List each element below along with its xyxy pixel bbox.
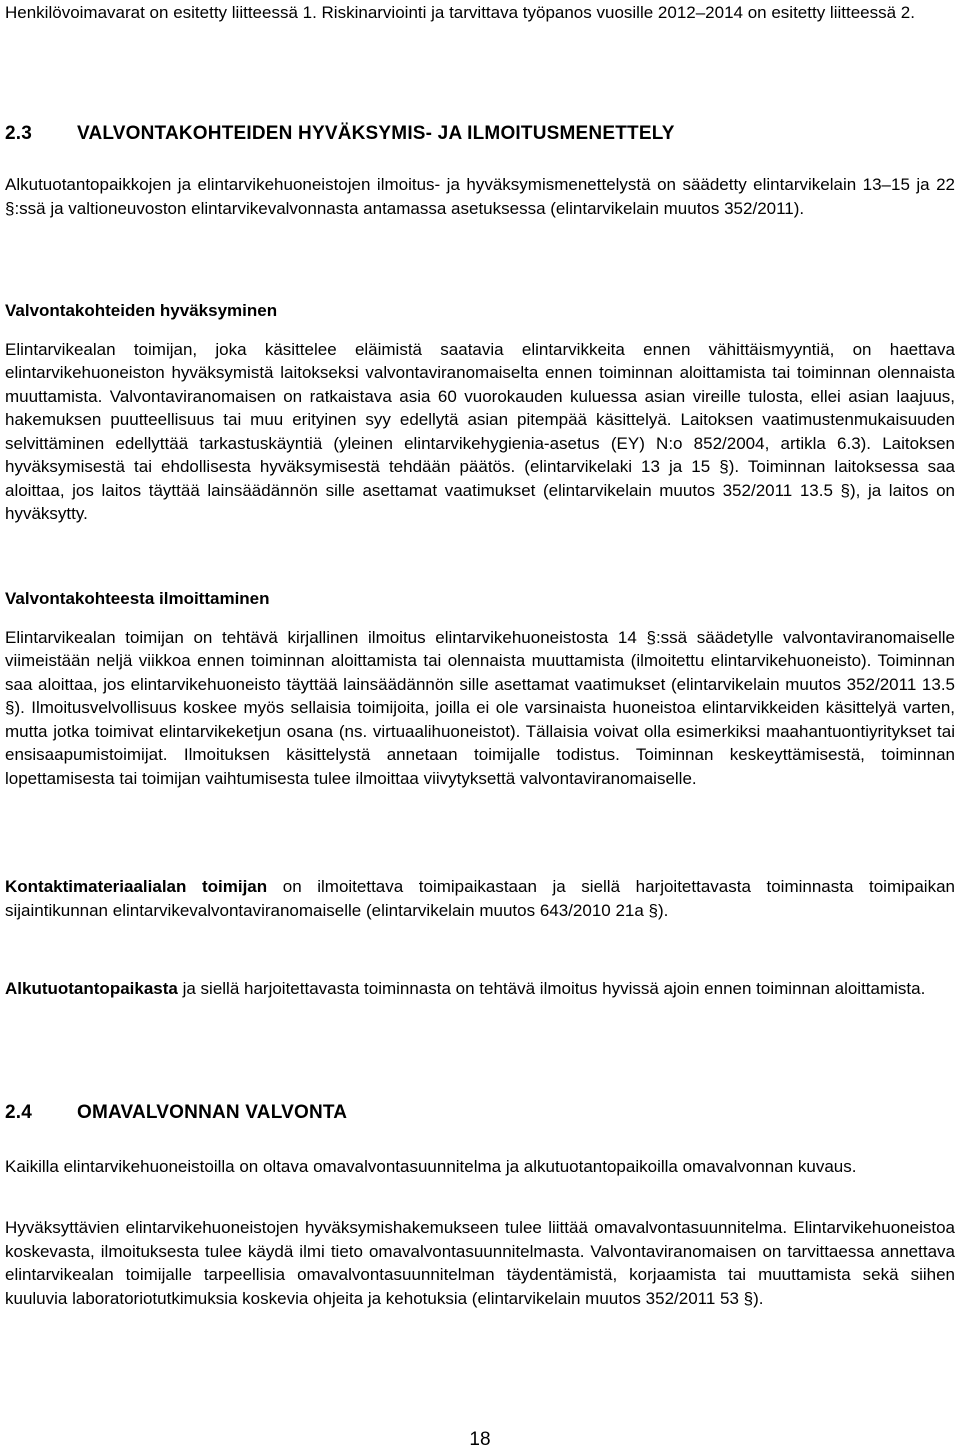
subsection-heading: Valvontakohteiden hyväksyminen: [5, 301, 278, 320]
approval-subsection: [5, 299, 955, 526]
intro-section: [5, 0, 955, 25]
notification-subsection: [5, 587, 955, 790]
contact-material-paragraph: [5, 875, 955, 922]
self-monitoring-paragraph-1: Kaikilla elintarvikehuoneistoilla on oltava omavalvontasuunnitelma ja alkutuotantopaikoilla omavalvonnan kuvaus.: [5, 1157, 857, 1176]
section-2-4-para2: [5, 1216, 955, 1310]
primary-production-text: ja siellä harjoitettavasta toiminnasta on tehtävä ilmoitus hyvissä ajoin ennen toiminnan aloittamista.: [177, 979, 926, 998]
lead-paragraph: Alkutuotantopaikkojen ja elintarvikehuoneistojen ilmoitus- ja hyväksymismenettelystä on säädetty elintarvikelain 13–15 ja 22 §:ssä ja valtioneuvoston elintarvikevalvonnasta antamassa asetuksessa (elintarvikelain muutos 352/2011).: [5, 175, 955, 218]
primary-production-block: [5, 977, 955, 1001]
section-2-4-para1: [5, 1155, 955, 1179]
page-number: 18: [469, 1429, 491, 1450]
intro-paragraph: Henkilövoimavarat on esitetty liitteessä 1. Riskinarviointi ja tarvittava työpanos vuosille 2012–2014 on esitetty liitteessä 2.: [5, 3, 915, 22]
section-heading-2-4: [5, 1101, 347, 1125]
section-heading-2-3: [5, 122, 675, 146]
section-title: OMAVALVONNAN VALVONTA: [77, 1102, 348, 1123]
section-2-3-lead: [5, 173, 955, 220]
self-monitoring-paragraph-2: Hyväksyttävien elintarvikehuoneistojen hyväksymishakemukseen tulee liittää omavalvontasuunnitelma. Elintarvikehuoneistoa koskevasta, ilmoituksesta tulee käydä ilmi tieto omavalvontasuunnitelmasta. Valvontaviranomaisen on tarvittaessa annettava elintarvikealan toimijalle tarpeellisia omavalvontasuunnitelman täydentämistä, korjaamista tai muuttamista sekä siihen kuuluvia laboratoriotutkimuksia koskevia ohjeita ja kehotuksia (elintarvikelain muutos 352/2011 53 §).: [5, 1218, 955, 1308]
contact-material-text: on ilmoitettava toimipaikastaan ja siellä harjoitettavasta toiminnasta toimipaikan sijaintikunnan elintarvikevalvontaviranomaiselle (elintarvikelain muutos 643/2010 21a §).: [5, 877, 955, 920]
notification-paragraph: Elintarvikealan toimijan on tehtävä kirjallinen ilmoitus elintarvikehuoneistosta 14 §:ssä säädetylle valvontaviranomaiselle viimeistään neljä viikkoa ennen toiminnan aloittamista tai olennaista muuttamista (ilmoitettu elintarvikehuoneisto). Toiminnan saa aloittaa, jos elintarvikehuoneisto täyttää lainsäädännön sille asettamat vaatimukset (elintarvikelain muutos 352/2011 13.5 §). Ilmoitusvelvollisuus koskee myös sellaisia toimijoita, joilla ei ole varsinaista huoneistoa elintarvikkeiden käsittelyä varten, mutta jotka toimivat elintarvikeketjun osana (ns. virtuaalihuoneistot). Tällaisia voivat olla esimerkiksi maahantuontiyritykset tai ensisaapumistoimijat. Ilmoituksen käsittelystä annetaan toimijalle todistus. Toiminnan keskeyttämisestä, toiminnan lopettamisesta tai toimijan vaihtumisesta tulee ilmoittaa viivytyksettä valvontaviranomaiselle.: [5, 627, 955, 788]
section-number: 2.3: [5, 123, 33, 144]
approval-paragraph: Elintarvikealan toimijan, joka käsittelee eläimistä saatavia elintarvikkeita ennen vähittäismyyntiä, on haettava elintarvikehuoneiston hyväksymistä laitokseksi valvontaviranomaiselta ennen toiminnan aloittamista tai toiminnan olennaista muuttamista. Valvontaviranomaisen on ratkaistava asia 60 vuorokauden kuluessa asian vireille tulosta, ellei asian laajuus, hakemuksen puutteellisuus tai muu erityinen syy edellytä asian pitempää käsittelyä. Laitoksen vaatimustenmukaisuuden selvittäminen edellyttää tarkastuskäyntiä (yleinen elintarvikehygienia-asetus (EY) N:o 852/2004, artikla 6.3). Laitoksen hyväksymisestä tai ehdollisesta hyväksymisestä tehdään päätös. (elintarvikelaki 13 ja 15 §). Toiminnan laitoksessa saa aloittaa, jos laitos täyttää lainsäädännön sille asettamat vaatimukset (elintarvikelain muutos 352/2011 13.5 §), ja laitos on hyväksytty.: [5, 339, 955, 523]
section-title: VALVONTAKOHTEIDEN HYVÄKSYMIS- JA ILMOITUSMENETTELY: [77, 123, 675, 144]
subsection-heading: Valvontakohteesta ilmoittaminen: [5, 589, 270, 608]
primary-production-term: Alkutuotantopaikasta: [5, 979, 178, 998]
primary-production-paragraph: [5, 977, 955, 1001]
contact-material-block: [5, 875, 955, 922]
section-number: 2.4: [5, 1102, 33, 1123]
contact-material-term: Kontaktimateriaalialan toimijan: [5, 877, 268, 896]
